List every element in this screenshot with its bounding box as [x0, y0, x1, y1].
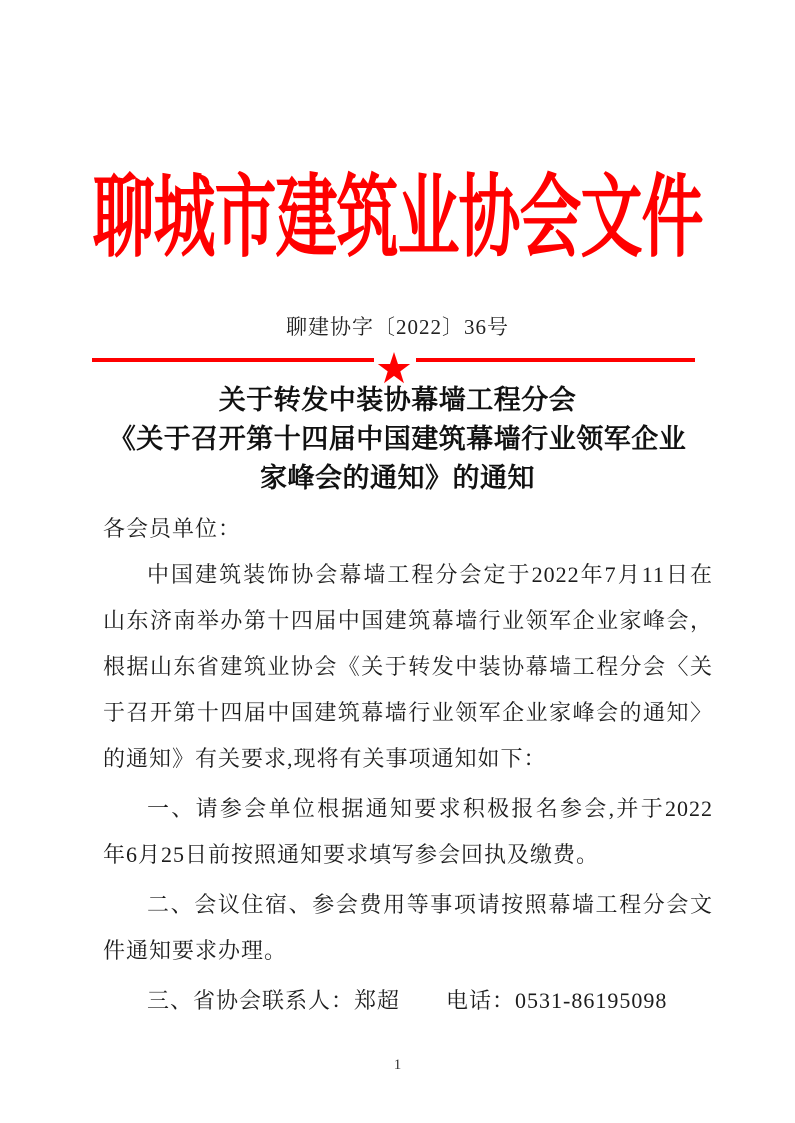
org-title-text: 聊城市建筑业协会文件	[92, 169, 703, 269]
document-title-line2: 《关于召开第十四届中国建筑幕墙行业领军企业	[108, 424, 687, 454]
doc-number: 聊建协字〔2022〕36号	[286, 315, 509, 339]
body-line: 件通知要求办理。	[103, 938, 288, 963]
page-number: 1	[393, 1057, 402, 1073]
salutation: 各会员单位：	[103, 516, 242, 541]
body-line: 根据山东省建筑业协会《关于转发中装协幕墙工程分会〈关	[103, 654, 713, 679]
divider-line-right	[416, 358, 695, 362]
body-line: 中国建筑装饰协会幕墙工程分会定于2022年7月11日在	[147, 562, 713, 587]
red-divider	[92, 358, 695, 362]
document-body	[103, 506, 713, 1024]
document-title	[0, 381, 795, 498]
body-item-3-contact: 三、省协会联系人：郑超 电话：0531-86195098	[147, 988, 668, 1013]
star-icon	[377, 352, 411, 384]
divider-line-left	[92, 358, 374, 362]
body-item-1: 一、请参会单位根据通知要求积极报名参会,并于2022	[147, 796, 713, 821]
body-line: 年6月25日前按照通知要求填写参会回执及缴费。	[103, 842, 600, 867]
document-title-line1: 关于转发中装协幕墙工程分会	[218, 385, 577, 415]
body-line: 山东济南举办第十四届中国建筑幕墙行业领军企业家峰会，	[103, 608, 713, 633]
document-title-line3: 家峰会的通知》的通知	[260, 463, 535, 493]
body-item-2: 二、会议住宿、参会费用等事项请按照幕墙工程分会文	[147, 892, 713, 917]
body-line: 的通知》有关要求,现将有关事项通知如下：	[103, 746, 547, 771]
org-title	[0, 145, 795, 269]
body-line: 于召开第十四届中国建筑幕墙行业领军企业家峰会的通知〉	[103, 700, 713, 725]
